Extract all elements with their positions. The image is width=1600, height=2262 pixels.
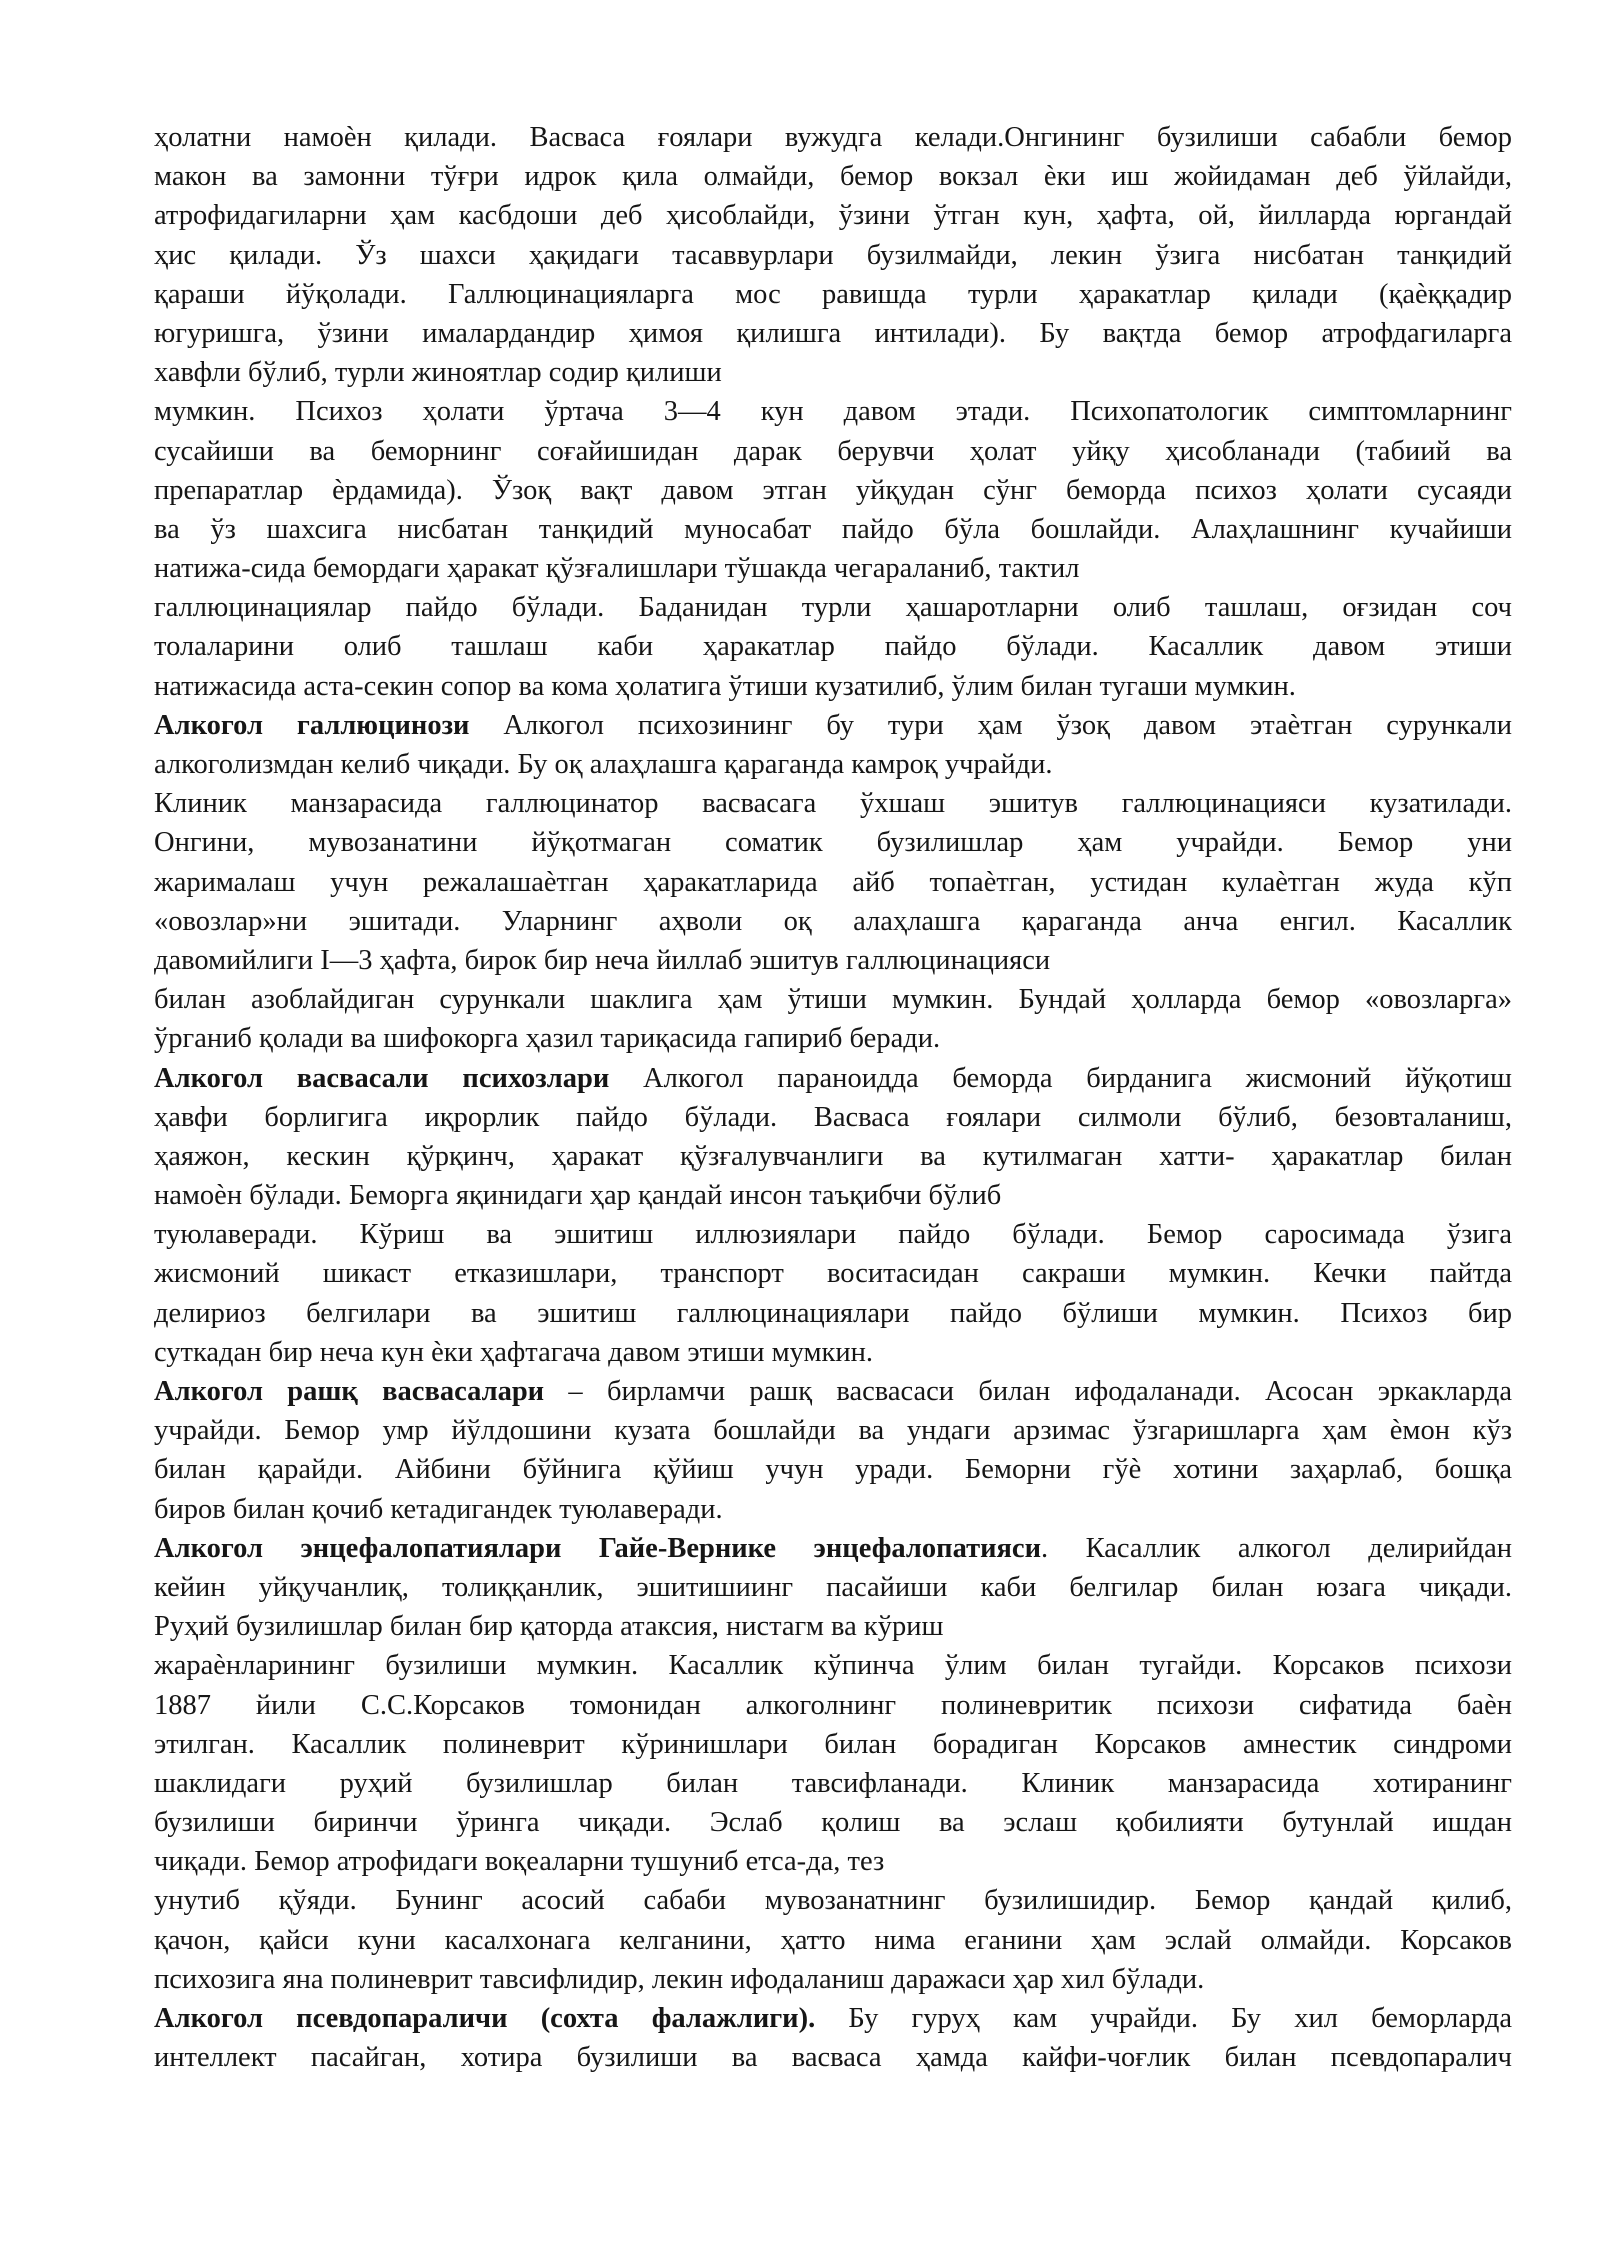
text-line bbox=[154, 1411, 1512, 1450]
line-text: натижа-сида бемордаги ҳаракат қўзғалишлари тўшакда чегараланиб, тактил bbox=[154, 553, 1080, 585]
line-text: ҳис қилади. Ўз шахси ҳақидаги тасаввурлари бузилмайди, лекин ўзига нисбатан танқидий bbox=[154, 239, 1512, 271]
text-line bbox=[154, 1921, 1512, 1960]
line-text: биров билан қочиб кетадигандек туюлаверади. bbox=[154, 1493, 723, 1525]
line-text: галлюцинациялар пайдо бўлади. Баданидан турли ҳашаротларни олиб ташлаш, оғзидан соч bbox=[154, 592, 1512, 624]
line-text: этилган. Касаллик полиневрит кўринишлари билан борадиган Корсаков амнестик синдроми bbox=[154, 1728, 1512, 1760]
section-heading: Алкогол энцефалопатиялари Гайе-Вернике энцефалопатияси bbox=[154, 1532, 1041, 1564]
text-line bbox=[154, 1999, 1512, 2038]
line-text: алкоголизмдан келиб чиқади. Бу оқ алаҳлашга қараганда камроқ учрайди. bbox=[154, 749, 1053, 780]
section-heading: Алкогол галлюцинози bbox=[154, 709, 470, 741]
text-line bbox=[154, 1450, 1512, 1489]
line-text: ҳаяжон, кескин қўрқинч, ҳаракат қўзғалувчанлиги ва кутилмаган хатти- ҳаракатлар билан bbox=[154, 1140, 1512, 1172]
section-heading: Алкогол васвасали психозлари bbox=[154, 1062, 610, 1094]
line-text: мумкин. Психоз ҳолати ўртача 3—4 кун давом этади. Психопатологик симптомларнинг bbox=[154, 396, 1512, 428]
line-text: сусайиши ва беморнинг соғайишидан дарак берувчи ҳолат уйқу ҳисобланади (табиий ва bbox=[154, 435, 1512, 467]
text-line bbox=[154, 1529, 1512, 1568]
line-text: билан қарайди. Айбини бўйнига қўйиш учун уради. Беморни гўѐ хотини заҳарлаб, бошқа bbox=[154, 1454, 1512, 1486]
line-text: чиқади. Бемор атрофидаги воқеаларни тушуниб етса-да, тез bbox=[154, 1846, 885, 1878]
text-line bbox=[154, 1254, 1512, 1293]
line-text: югуришга, ўзини ималардандир ҳимоя қилишга интилади). Бу вақтда бемор атрофдагиларга bbox=[154, 317, 1512, 349]
text-line bbox=[154, 1098, 1512, 1137]
line-text: Алкогол параноидда беморда бирданига жисмоний йўқотиш bbox=[609, 1062, 1512, 1094]
text-line bbox=[154, 118, 1512, 157]
text-line bbox=[154, 1019, 1512, 1058]
text-line bbox=[154, 1960, 1512, 1999]
line-text: жараѐнларининг бузилиши мумкин. Касаллик кўпинча ўлим билан тугайди. Корсаков психози bbox=[154, 1650, 1512, 1682]
text-line bbox=[154, 432, 1512, 471]
text-line bbox=[154, 2038, 1512, 2077]
line-text: қачон, қайси куни касалхонага келганини, ҳатто нима еганини ҳам эслай олмайди. Корсаков bbox=[154, 1924, 1512, 1956]
text-line bbox=[154, 275, 1512, 314]
text-line bbox=[154, 706, 1512, 745]
section-heading: Алкогол псевдопараличи (сохта фалажлиги). bbox=[154, 2003, 816, 2034]
line-text: туюлаверади. Кўриш ва эшитиш иллюзиялари пайдо бўлади. Бемор саросимада ўзига bbox=[154, 1219, 1512, 1251]
line-text: . Касаллик алкогол делирийдан bbox=[1041, 1532, 1512, 1564]
text-line bbox=[154, 745, 1512, 784]
line-text: намоѐн бўлади. Беморга яқинидаги ҳар қандай инсон таъқибчи бўлиб bbox=[154, 1180, 1002, 1212]
line-text: Алкогол психозининг бу тури ҳам ўзоқ давом этаѐтган сурункали bbox=[469, 709, 1512, 741]
text-line bbox=[154, 1764, 1512, 1803]
line-text: унутиб қўяди. Бунинг асосий сабаби мувозанатнинг бузилишидир. Бемор қандай қилиб, bbox=[154, 1885, 1512, 1917]
line-text: ва ўз шахсига нисбатан танқидий муносабат пайдо бўла бошлайди. Алаҳлашнинг кучайиши bbox=[154, 513, 1512, 545]
line-text: – бирламчи рашқ васвасаси билан ифодаланади. Асосан эркакларда bbox=[544, 1376, 1512, 1407]
text-line bbox=[154, 1490, 1512, 1529]
text-line bbox=[154, 980, 1512, 1019]
text-line bbox=[154, 863, 1512, 902]
line-text: макон ва замонни тўғри идрок қила олмайди, бемор вокзал ѐки иш жойидаман деб ўйлайди, bbox=[154, 161, 1512, 193]
line-text: толаларини олиб ташлаш каби ҳаракатлар пайдо бўлади. Касаллик давом этиши bbox=[154, 631, 1512, 663]
text-line bbox=[154, 353, 1512, 392]
text-line bbox=[154, 1646, 1512, 1685]
line-text: бузилиши биринчи ўринга чиқади. Эслаб қолиш ва эслаш қобилияти бутунлай ишдан bbox=[154, 1807, 1512, 1839]
line-text: кейин уйқучанлиқ, толиққанлик, эшитишиинг пасайиши каби белгилар билан юзага чиқади. bbox=[154, 1571, 1512, 1603]
text-line bbox=[154, 1215, 1512, 1254]
text-line bbox=[154, 941, 1512, 980]
line-text: жисмоний шикаст етказишлари, транспорт воситасидан сакраши мумкин. Кечки пайтда bbox=[154, 1258, 1512, 1290]
text-line bbox=[154, 1842, 1512, 1881]
line-text: шаклидаги руҳий бузилишлар билан тавсифланади. Клиник манзарасида хотиранинг bbox=[154, 1767, 1512, 1799]
line-text: 1887 йили С.С.Корсаков томонидан алкоголнинг полиневритик психози сифатида баѐн bbox=[154, 1689, 1512, 1721]
text-line bbox=[154, 1686, 1512, 1725]
text-line bbox=[154, 1137, 1512, 1176]
line-text: психозига яна полиневрит тавсифлидир, лекин ифодаланиш даражаси ҳар хил бўлади. bbox=[154, 1963, 1205, 1995]
text-line bbox=[154, 314, 1512, 353]
text-line bbox=[154, 392, 1512, 431]
line-text: суткадан бир неча кун ѐки ҳафтагача давом этиши мумкин. bbox=[154, 1336, 874, 1368]
text-line bbox=[154, 667, 1512, 706]
text-line bbox=[154, 1333, 1512, 1372]
line-text: Бу гуруҳ кам учрайди. Бу хил беморларда bbox=[815, 2003, 1512, 2034]
text-line bbox=[154, 588, 1512, 627]
text-line bbox=[154, 1607, 1512, 1646]
line-text: учрайди. Бемор умр йўлдошини кузата бошлайди ва ундаги арзимас ўзгаришларга ҳам ѐмон кўз bbox=[154, 1415, 1512, 1447]
line-text: Руҳий бузилишлар билан бир қаторда атаксия, нистагм ва кўриш bbox=[154, 1611, 944, 1643]
text-line bbox=[154, 196, 1512, 235]
text-line bbox=[154, 1372, 1512, 1411]
line-text: жарималаш учун режалашаѐтган ҳаракатларида айб топаѐтган, устидан кулаѐтган жуда кўп bbox=[154, 866, 1512, 898]
text-line bbox=[154, 823, 1512, 862]
text-line bbox=[154, 1294, 1512, 1333]
text-line bbox=[154, 1725, 1512, 1764]
text-line bbox=[154, 1803, 1512, 1842]
line-text: атрофидагиларни ҳам касбдоши деб ҳисоблайди, ўзини ўтган кун, ҳафта, ой, йилларда юргандай bbox=[154, 200, 1512, 232]
line-text: Онгини, мувозанатини йўқотмаган соматик бузилишлар ҳам учрайди. Бемор уни bbox=[154, 827, 1512, 859]
text-line bbox=[154, 510, 1512, 549]
line-text: препаратлар ѐрдамида). Ўзоқ вақт давом этган уйқудан сўнг беморда психоз ҳолати сусаяди bbox=[154, 474, 1512, 506]
line-text: «овозлар»ни эшитади. Уларнинг аҳволи оқ алаҳлашга қараганда анча енгил. Касаллик bbox=[154, 905, 1512, 937]
text-line bbox=[154, 1059, 1512, 1098]
line-text: Клиник манзарасида галлюцинатор васвасага ўхшаш эшитув галлюцинацияси кузатилади. bbox=[154, 788, 1512, 820]
text-line bbox=[154, 549, 1512, 588]
line-text: ҳавфи борлигига иқрорлик пайдо бўлади. Васваса ғоялари силмоли бўлиб, безовталаниш, bbox=[154, 1101, 1512, 1133]
text-line bbox=[154, 784, 1512, 823]
line-text: ҳолатни намоѐн қилади. Васваса ғоялари вужудга келади.Онгининг бузилиши сабабли бемор bbox=[154, 122, 1512, 153]
line-text: хавфли бўлиб, турли жиноятлар содир қилиши bbox=[154, 357, 722, 389]
text-line bbox=[154, 1568, 1512, 1607]
text-line bbox=[154, 236, 1512, 275]
text-line bbox=[154, 471, 1512, 510]
line-text: интеллект пасайган, хотира бузилиши ва васваса ҳамда кайфи-чоғлик билан псевдопаралич bbox=[154, 2042, 1512, 2074]
text-line bbox=[154, 902, 1512, 941]
text-line bbox=[154, 1881, 1512, 1920]
text-line bbox=[154, 1176, 1512, 1215]
section-heading: Алкогол рашқ васвасалари bbox=[154, 1376, 545, 1407]
line-text: ўрганиб қолади ва шифокорга ҳазил тариқасида гапириб беради. bbox=[154, 1023, 941, 1055]
text-line bbox=[154, 627, 1512, 666]
line-text: давомийлиги I—3 ҳафта, бирок бир неча йиллаб эшитув галлюцинацияси bbox=[154, 944, 1051, 976]
line-text: делириоз белгилари ва эшитиш галлюцинациялари пайдо бўлиши мумкин. Психоз бир bbox=[154, 1297, 1512, 1329]
line-text: билан азоблайдиган сурункали шаклига ҳам ўтиши мумкин. Бундай ҳолларда бемор «овозларга» bbox=[154, 984, 1512, 1016]
text-line bbox=[154, 157, 1512, 196]
line-text: натижасида аста-секин сопор ва кома ҳолатига ўтиши кузатилиб, ўлим билан тугаши мумкин. bbox=[154, 670, 1296, 702]
line-text: қараши йўқолади. Галлюцинацияларга мос равишда турли ҳаракатлар қилади (қаѐққадир bbox=[154, 278, 1512, 310]
